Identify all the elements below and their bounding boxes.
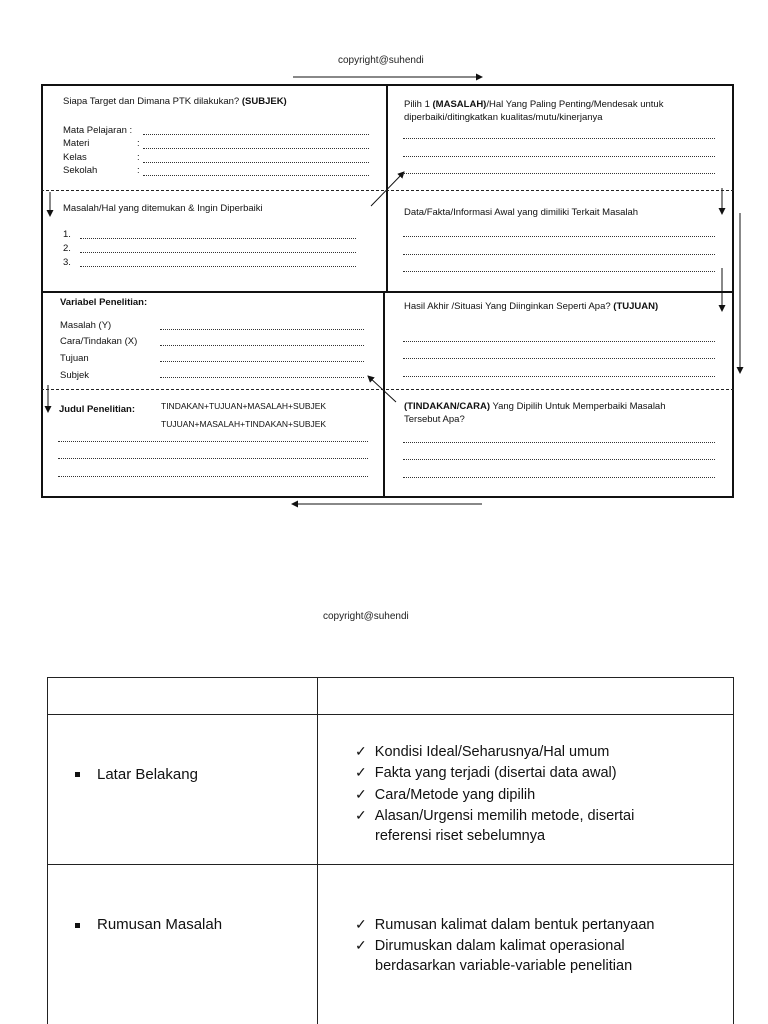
q1-field-kelas: Kelas (63, 152, 87, 163)
q1-item-1: 1. (63, 229, 71, 240)
q4-title: Hasil Akhir /Situasi Yang Diinginkan Seperti Apa? (TUJUAN) (404, 301, 659, 312)
q1-field-sekolah-line (143, 175, 369, 176)
divider-v-bottom (383, 292, 385, 498)
check-icon: ✓ (355, 743, 367, 759)
q1-field-kelas-line (143, 162, 369, 163)
q2-line-5 (403, 254, 715, 255)
q3-title: Variabel Penelitian: (60, 297, 148, 308)
row1-point-3: ✓ Cara/Metode yang dipilih (355, 786, 536, 803)
q3-formula-2: TUJUAN+MASALAH+TINDAKAN+SUBJEK (161, 419, 327, 429)
q3-var-cara-line (160, 345, 364, 346)
q1-item-3: 3. (63, 257, 71, 268)
q1-item-2: 2. (63, 243, 71, 254)
q1-subtitle: Masalah/Hal yang ditemukan & Ingin Diperbaiki (63, 203, 263, 214)
q1-field-materi: Materi (63, 138, 90, 149)
table-header-border (47, 714, 734, 715)
row2-point-2-cont: berdasarkan variable-variable penelitian (375, 958, 633, 974)
dash-top (41, 190, 734, 191)
q3-var-subjek-line (160, 377, 364, 378)
q3-line-2 (58, 458, 368, 459)
q2-line-4 (403, 236, 715, 237)
q3-line-3 (58, 476, 368, 477)
check-icon: ✓ (355, 807, 367, 823)
q4-subtitle-line2: Tersebut Apa? (404, 414, 465, 425)
q2-title-line2: diperbaiki/ditingkatkan kualitas/mutu/kinerjanya (404, 112, 603, 123)
q4-line-6 (403, 477, 715, 478)
row1-point-4-cont: referensi riset sebelumnya (375, 828, 546, 844)
q4-line-4 (403, 442, 715, 443)
row1-point-1: ✓ Kondisi Ideal/Seharusnya/Hal umum (355, 743, 610, 760)
divider-v-top (386, 84, 388, 292)
table-right-border (733, 677, 734, 1024)
table-row-border (47, 864, 734, 865)
row1-point-4: ✓ Alasan/Urgensi memilih metode, disertai (355, 807, 635, 824)
q2-line-6 (403, 271, 715, 272)
q3-var-masalah-line (160, 329, 364, 330)
q1-field-sekolah: Sekolah (63, 165, 98, 176)
q3-judul-label: Judul Penelitian: (59, 404, 136, 415)
row1-point-2: ✓ Fakta yang terjadi (disertai data awal) (355, 764, 617, 781)
q2-line-3 (403, 173, 715, 174)
q1-item-3-line (80, 266, 356, 267)
q4-line-5 (403, 459, 715, 460)
colon: : (137, 165, 140, 176)
q2-line-2 (403, 156, 715, 157)
q1-item-1-line (80, 238, 356, 239)
q1-field-mapel: Mata Pelajaran : (63, 125, 133, 136)
q3-var-masalah: Masalah (Y) (60, 320, 112, 331)
q4-line-3 (403, 376, 715, 377)
q2-line-1 (403, 138, 715, 139)
q1-title: Siapa Target dan Dimana PTK dilakukan? (SUBJEK) (63, 96, 287, 107)
bullet-icon (75, 772, 80, 777)
q3-formula-1: TINDAKAN+TUJUAN+MASALAH+SUBJEK (161, 401, 327, 411)
copyright-top: copyright@suhendi (338, 55, 424, 66)
q1-item-2-line (80, 252, 356, 253)
copyright-mid: copyright@suhendi (323, 611, 409, 622)
q1-field-materi-line (143, 148, 369, 149)
q4-line-2 (403, 358, 715, 359)
row2-point-1: ✓ Rumusan kalimat dalam bentuk pertanyaan (355, 916, 655, 933)
table-mid-border (317, 677, 318, 1024)
table-top-border (47, 677, 734, 678)
table-left-border (47, 677, 48, 1024)
colon: : (137, 152, 140, 163)
divider-h (41, 291, 734, 293)
q3-var-cara: Cara/Tindakan (X) (60, 336, 138, 347)
q2-title-line1: Pilih 1 (MASALAH)/Hal Yang Paling Penting/Mendesak untuk (404, 99, 664, 110)
dash-bottom (41, 389, 734, 390)
q3-var-tujuan: Tujuan (60, 353, 89, 364)
check-icon: ✓ (355, 937, 367, 953)
row-label-latar-belakang: Latar Belakang (97, 766, 198, 783)
q4-line-1 (403, 341, 715, 342)
colon: : (137, 138, 140, 149)
check-icon: ✓ (355, 786, 367, 802)
check-icon: ✓ (355, 916, 367, 932)
q1-field-mapel-line (143, 134, 369, 135)
bullet-icon (75, 923, 80, 928)
row-label-rumusan-masalah: Rumusan Masalah (97, 916, 223, 933)
row2-point-2: ✓ Dirumuskan dalam kalimat operasional (355, 937, 625, 954)
check-icon: ✓ (355, 764, 367, 780)
q4-subtitle-line1: (TINDAKAN/CARA) Yang Dipilih Untuk Memperbaiki Masalah (404, 401, 666, 412)
q2-subtitle: Data/Fakta/Informasi Awal yang dimiliki Terkait Masalah (404, 207, 639, 218)
q3-var-tujuan-line (160, 361, 364, 362)
q3-line-1 (58, 441, 368, 442)
q3-var-subjek: Subjek (60, 370, 90, 381)
